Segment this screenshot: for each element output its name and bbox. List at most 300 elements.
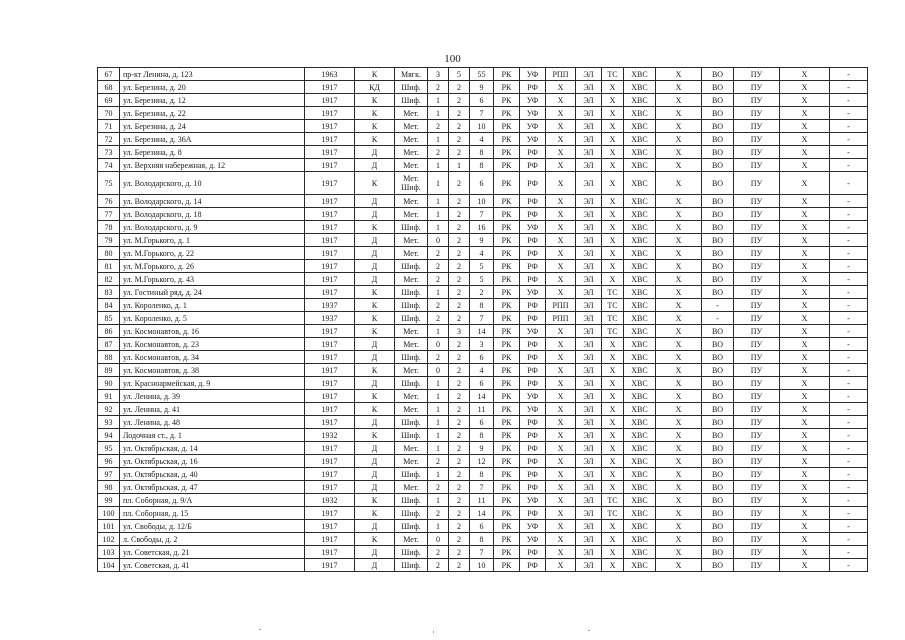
cell-c12: ТС	[602, 286, 624, 299]
cell-c17: Х	[780, 312, 830, 325]
row-number-cell: 83	[98, 286, 120, 299]
cell-c5: 2	[428, 120, 449, 133]
cell-c17: Х	[780, 221, 830, 234]
cell-roof: Шиф.	[395, 507, 428, 520]
cell-roof: Мет.	[395, 403, 428, 416]
row-number-cell: 104	[98, 559, 120, 572]
cell-c8: РК	[494, 120, 520, 133]
cell-year: 1917	[305, 325, 355, 338]
cell-year: 1917	[305, 120, 355, 133]
cell-c7: 14	[470, 325, 494, 338]
address-cell: ул. Космонавтов, д. 16	[120, 325, 305, 338]
cell-c16: ПУ	[734, 94, 780, 107]
cell-c13: ХВС	[624, 299, 656, 312]
table-body	[98, 68, 868, 572]
cell-c5: 2	[428, 455, 449, 468]
address-cell: ул. Октябрьская, д. 40	[120, 468, 305, 481]
cell-c8: РК	[494, 133, 520, 146]
cell-c10: Х	[546, 94, 576, 107]
cell-year: 1917	[305, 159, 355, 172]
cell-c8: РК	[494, 481, 520, 494]
cell-c10: Х	[546, 221, 576, 234]
cell-c15: ВО	[702, 260, 734, 273]
cell-c18: -	[830, 325, 868, 338]
cell-c9: УФ	[520, 533, 546, 546]
cell-c12: Х	[602, 208, 624, 221]
cell-c8: РК	[494, 68, 520, 81]
table-row	[98, 286, 868, 299]
cell-c8: РК	[494, 338, 520, 351]
row-number-cell: 90	[98, 377, 120, 390]
cell-c5: 2	[428, 546, 449, 559]
cell-c12: ТС	[602, 507, 624, 520]
address-cell: ул. Верхняя набережная, д. 12	[120, 159, 305, 172]
cell-year: 1932	[305, 494, 355, 507]
cell-c18: -	[830, 494, 868, 507]
cell-c11: ЭЛ	[576, 299, 602, 312]
cell-c7: 6	[470, 377, 494, 390]
cell-c13: ХВС	[624, 172, 656, 195]
row-number-cell: 96	[98, 455, 120, 468]
cell-roof: Мет.	[395, 120, 428, 133]
row-number-cell: 82	[98, 273, 120, 286]
cell-c11: ЭЛ	[576, 442, 602, 455]
cell-c13: ХВС	[624, 559, 656, 572]
cell-c18: -	[830, 247, 868, 260]
cell-c14: Х	[656, 455, 702, 468]
cell-c6: 2	[449, 533, 470, 546]
cell-c18: -	[830, 273, 868, 286]
cell-c8: РК	[494, 533, 520, 546]
cell-c18: -	[830, 81, 868, 94]
cell-year: 1917	[305, 390, 355, 403]
cell-year: 1917	[305, 468, 355, 481]
cell-roof: Мет.	[395, 146, 428, 159]
cell-c3: Д	[355, 455, 395, 468]
table-row	[98, 507, 868, 520]
cell-c11: ЭЛ	[576, 247, 602, 260]
cell-c13: ХВС	[624, 403, 656, 416]
cell-c12: Х	[602, 221, 624, 234]
cell-c3: Д	[355, 273, 395, 286]
table-row	[98, 247, 868, 260]
row-number-cell: 100	[98, 507, 120, 520]
cell-c17: Х	[780, 364, 830, 377]
cell-c14: Х	[656, 273, 702, 286]
scan-speck	[588, 630, 590, 631]
cell-c5: 0	[428, 234, 449, 247]
cell-c9: РФ	[520, 247, 546, 260]
roof-material-line: Шиф.	[401, 183, 421, 192]
cell-c9: РФ	[520, 351, 546, 364]
cell-c13: ХВС	[624, 286, 656, 299]
cell-c16: ПУ	[734, 68, 780, 81]
cell-c9: РФ	[520, 260, 546, 273]
table-row	[98, 377, 868, 390]
cell-c10: Х	[546, 338, 576, 351]
cell-c16: ПУ	[734, 364, 780, 377]
cell-c12: ТС	[602, 325, 624, 338]
cell-c5: 2	[428, 312, 449, 325]
address-cell: ул. М.Горького, д. 43	[120, 273, 305, 286]
cell-c17: Х	[780, 120, 830, 133]
cell-c6: 2	[449, 172, 470, 195]
table-row	[98, 325, 868, 338]
cell-c17: Х	[780, 286, 830, 299]
cell-c15: ВО	[702, 546, 734, 559]
cell-c17: Х	[780, 195, 830, 208]
cell-c8: РК	[494, 351, 520, 364]
cell-year: 1917	[305, 364, 355, 377]
table-row	[98, 107, 868, 120]
cell-c10: Х	[546, 146, 576, 159]
cell-c8: РК	[494, 81, 520, 94]
cell-c7: 12	[470, 455, 494, 468]
cell-c10: Х	[546, 107, 576, 120]
cell-c7: 8	[470, 533, 494, 546]
cell-c18: -	[830, 68, 868, 81]
cell-year: 1917	[305, 533, 355, 546]
cell-c13: ХВС	[624, 312, 656, 325]
cell-c18: -	[830, 468, 868, 481]
cell-c12: Х	[602, 94, 624, 107]
cell-c10: РПП	[546, 312, 576, 325]
page-number: 100	[444, 53, 461, 65]
cell-c10: Х	[546, 481, 576, 494]
cell-c12: Х	[602, 338, 624, 351]
cell-c9: РФ	[520, 146, 546, 159]
cell-c3: Д	[355, 208, 395, 221]
cell-c8: РК	[494, 208, 520, 221]
cell-c6: 2	[449, 546, 470, 559]
cell-c17: Х	[780, 416, 830, 429]
cell-c5: 1	[428, 221, 449, 234]
cell-c17: Х	[780, 133, 830, 146]
address-cell: Лодочная ст., д. 1	[120, 429, 305, 442]
address-cell: ул. Березина, д. 12	[120, 94, 305, 107]
cell-c13: ХВС	[624, 546, 656, 559]
table-row	[98, 120, 868, 133]
cell-c7: 6	[470, 416, 494, 429]
cell-c12: ТС	[602, 494, 624, 507]
cell-c16: ПУ	[734, 533, 780, 546]
cell-c6: 2	[449, 559, 470, 572]
cell-c15: ВО	[702, 338, 734, 351]
cell-c13: ХВС	[624, 390, 656, 403]
cell-c13: ХВС	[624, 416, 656, 429]
cell-c17: Х	[780, 455, 830, 468]
cell-c14: Х	[656, 68, 702, 81]
cell-c3: Д	[355, 260, 395, 273]
cell-c10: Х	[546, 494, 576, 507]
address-cell: л. Свободы, д. 2	[120, 533, 305, 546]
cell-c13: ХВС	[624, 133, 656, 146]
cell-c9: РФ	[520, 364, 546, 377]
cell-c18: -	[830, 351, 868, 364]
table-row	[98, 390, 868, 403]
cell-c5: 1	[428, 468, 449, 481]
cell-c6: 2	[449, 338, 470, 351]
cell-c7: 3	[470, 338, 494, 351]
cell-c15: ВО	[702, 133, 734, 146]
cell-c8: РК	[494, 247, 520, 260]
cell-c12: Х	[602, 159, 624, 172]
row-number-cell: 92	[98, 403, 120, 416]
cell-c9: РФ	[520, 559, 546, 572]
cell-roof: Мет.	[395, 455, 428, 468]
cell-c7: 8	[470, 146, 494, 159]
row-number-cell: 84	[98, 299, 120, 312]
cell-c3: Д	[355, 520, 395, 533]
cell-c7: 16	[470, 221, 494, 234]
cell-c11: ЭЛ	[576, 234, 602, 247]
cell-c9: РФ	[520, 481, 546, 494]
cell-c15: ВО	[702, 416, 734, 429]
cell-c16: ПУ	[734, 159, 780, 172]
cell-c3: Д	[355, 159, 395, 172]
cell-c8: РК	[494, 221, 520, 234]
row-number-cell: 93	[98, 416, 120, 429]
row-number-cell: 91	[98, 390, 120, 403]
cell-c3: Д	[355, 377, 395, 390]
housing-registry-table	[97, 67, 868, 572]
cell-c7: 6	[470, 351, 494, 364]
cell-c9: УФ	[520, 403, 546, 416]
cell-c17: Х	[780, 351, 830, 364]
cell-c5: 1	[428, 403, 449, 416]
cell-c7: 9	[470, 234, 494, 247]
cell-year: 1917	[305, 133, 355, 146]
row-number-cell: 103	[98, 546, 120, 559]
table-row	[98, 146, 868, 159]
cell-c16: ПУ	[734, 455, 780, 468]
cell-c12: Х	[602, 520, 624, 533]
cell-c6: 2	[449, 312, 470, 325]
cell-c14: Х	[656, 507, 702, 520]
cell-c15: ВО	[702, 364, 734, 377]
cell-c11: ЭЛ	[576, 351, 602, 364]
cell-c18: -	[830, 390, 868, 403]
cell-c11: ЭЛ	[576, 481, 602, 494]
cell-c3: К	[355, 286, 395, 299]
cell-c7: 6	[470, 94, 494, 107]
cell-c5: 2	[428, 351, 449, 364]
cell-c8: РК	[494, 390, 520, 403]
cell-c3: К	[355, 133, 395, 146]
cell-c12: Х	[602, 429, 624, 442]
cell-c15: ВО	[702, 455, 734, 468]
cell-c5: 2	[428, 299, 449, 312]
cell-c3: К	[355, 403, 395, 416]
cell-c18: -	[830, 481, 868, 494]
cell-year: 1917	[305, 208, 355, 221]
address-cell: ул. Березина, д. 8	[120, 146, 305, 159]
row-number-cell: 80	[98, 247, 120, 260]
cell-c14: Х	[656, 146, 702, 159]
cell-c17: Х	[780, 159, 830, 172]
cell-c14: Х	[656, 442, 702, 455]
cell-c6: 2	[449, 416, 470, 429]
cell-c10: Х	[546, 159, 576, 172]
cell-c15: ВО	[702, 81, 734, 94]
cell-c16: ПУ	[734, 338, 780, 351]
address-cell: пр-кт Ленина, д. 123	[120, 68, 305, 81]
cell-c15: ВО	[702, 559, 734, 572]
table-row	[98, 351, 868, 364]
table-row	[98, 299, 868, 312]
cell-c9: РФ	[520, 208, 546, 221]
cell-c16: ПУ	[734, 312, 780, 325]
cell-c11: ЭЛ	[576, 507, 602, 520]
cell-c13: ХВС	[624, 234, 656, 247]
row-number-cell: 85	[98, 312, 120, 325]
cell-roof: Шиф.	[395, 221, 428, 234]
cell-c5: 1	[428, 494, 449, 507]
cell-roof: Мет.	[395, 364, 428, 377]
cell-c6: 2	[449, 494, 470, 507]
cell-c8: РК	[494, 234, 520, 247]
cell-year: 1917	[305, 416, 355, 429]
cell-c8: РК	[494, 195, 520, 208]
address-cell: ул. М.Горького, д. 26	[120, 260, 305, 273]
cell-c7: 8	[470, 299, 494, 312]
cell-c7: 14	[470, 507, 494, 520]
cell-roof: Мет.	[395, 273, 428, 286]
cell-c8: РК	[494, 299, 520, 312]
row-number-cell: 88	[98, 351, 120, 364]
cell-c12: Х	[602, 559, 624, 572]
cell-c9: УФ	[520, 94, 546, 107]
cell-c9: РФ	[520, 312, 546, 325]
address-cell: ул. Володарского, д. 14	[120, 195, 305, 208]
cell-c14: Х	[656, 416, 702, 429]
cell-c6: 2	[449, 107, 470, 120]
cell-c7: 11	[470, 403, 494, 416]
cell-c18: -	[830, 442, 868, 455]
cell-c12: Х	[602, 416, 624, 429]
cell-c18: -	[830, 377, 868, 390]
cell-c13: ХВС	[624, 195, 656, 208]
cell-c18: -	[830, 546, 868, 559]
cell-c6: 2	[449, 273, 470, 286]
cell-roof: Мет.	[395, 442, 428, 455]
cell-c13: ХВС	[624, 81, 656, 94]
cell-c3: К	[355, 390, 395, 403]
cell-c14: Х	[656, 390, 702, 403]
cell-c8: РК	[494, 546, 520, 559]
cell-c11: ЭЛ	[576, 312, 602, 325]
cell-c11: ЭЛ	[576, 68, 602, 81]
cell-c15: ВО	[702, 120, 734, 133]
cell-c3: К	[355, 221, 395, 234]
cell-c9: УФ	[520, 390, 546, 403]
cell-c6: 2	[449, 286, 470, 299]
cell-c14: Х	[656, 533, 702, 546]
cell-c13: ХВС	[624, 260, 656, 273]
cell-c6: 2	[449, 133, 470, 146]
table-row	[98, 221, 868, 234]
cell-c11: ЭЛ	[576, 390, 602, 403]
scan-speck	[433, 631, 434, 633]
cell-c7: 8	[470, 468, 494, 481]
cell-c13: ХВС	[624, 94, 656, 107]
cell-c11: ЭЛ	[576, 81, 602, 94]
cell-c7: 4	[470, 364, 494, 377]
cell-c18: -	[830, 146, 868, 159]
cell-c15: ВО	[702, 247, 734, 260]
cell-c8: РК	[494, 377, 520, 390]
cell-c14: Х	[656, 325, 702, 338]
cell-c3: К	[355, 94, 395, 107]
cell-c9: РФ	[520, 468, 546, 481]
cell-c17: Х	[780, 208, 830, 221]
cell-roof: Шиф.	[395, 260, 428, 273]
cell-c9: УФ	[520, 325, 546, 338]
cell-c3: К	[355, 429, 395, 442]
cell-c5: 1	[428, 172, 449, 195]
cell-c6: 2	[449, 195, 470, 208]
cell-c8: РК	[494, 520, 520, 533]
cell-c3: К	[355, 120, 395, 133]
cell-c7: 8	[470, 159, 494, 172]
cell-c13: ХВС	[624, 247, 656, 260]
cell-year: 1917	[305, 195, 355, 208]
table-row	[98, 455, 868, 468]
cell-c5: 0	[428, 364, 449, 377]
address-cell: пл. Соборная, д. 15	[120, 507, 305, 520]
address-cell: ул. Володарского, д. 18	[120, 208, 305, 221]
cell-c5: 2	[428, 507, 449, 520]
address-cell: ул. Красноармейская, д. 9	[120, 377, 305, 390]
cell-c12: Х	[602, 481, 624, 494]
cell-c13: ХВС	[624, 325, 656, 338]
cell-c15: ВО	[702, 146, 734, 159]
address-cell: ул. М.Горького, д. 1	[120, 234, 305, 247]
cell-c3: К	[355, 172, 395, 195]
row-number-cell: 99	[98, 494, 120, 507]
cell-year: 1917	[305, 286, 355, 299]
cell-c7: 7	[470, 208, 494, 221]
cell-c9: УФ	[520, 68, 546, 81]
cell-c5: 1	[428, 325, 449, 338]
cell-c13: ХВС	[624, 159, 656, 172]
cell-c5: 2	[428, 559, 449, 572]
cell-c13: ХВС	[624, 377, 656, 390]
cell-c9: РФ	[520, 455, 546, 468]
cell-c3: К	[355, 107, 395, 120]
cell-c9: РФ	[520, 172, 546, 195]
cell-roof: Мет.	[395, 208, 428, 221]
cell-c6: 2	[449, 120, 470, 133]
cell-c15: ВО	[702, 429, 734, 442]
cell-c12: Х	[602, 247, 624, 260]
cell-year: 1917	[305, 481, 355, 494]
table-row	[98, 546, 868, 559]
table-row	[98, 403, 868, 416]
row-number-cell: 94	[98, 429, 120, 442]
cell-c8: РК	[494, 312, 520, 325]
cell-c7: 11	[470, 494, 494, 507]
cell-c10: Х	[546, 533, 576, 546]
cell-c15: ВО	[702, 403, 734, 416]
cell-c13: ХВС	[624, 208, 656, 221]
cell-year: 1917	[305, 377, 355, 390]
cell-roof	[395, 172, 428, 195]
cell-c5: 1	[428, 94, 449, 107]
cell-c17: Х	[780, 172, 830, 195]
cell-c7: 14	[470, 390, 494, 403]
cell-c10: Х	[546, 208, 576, 221]
